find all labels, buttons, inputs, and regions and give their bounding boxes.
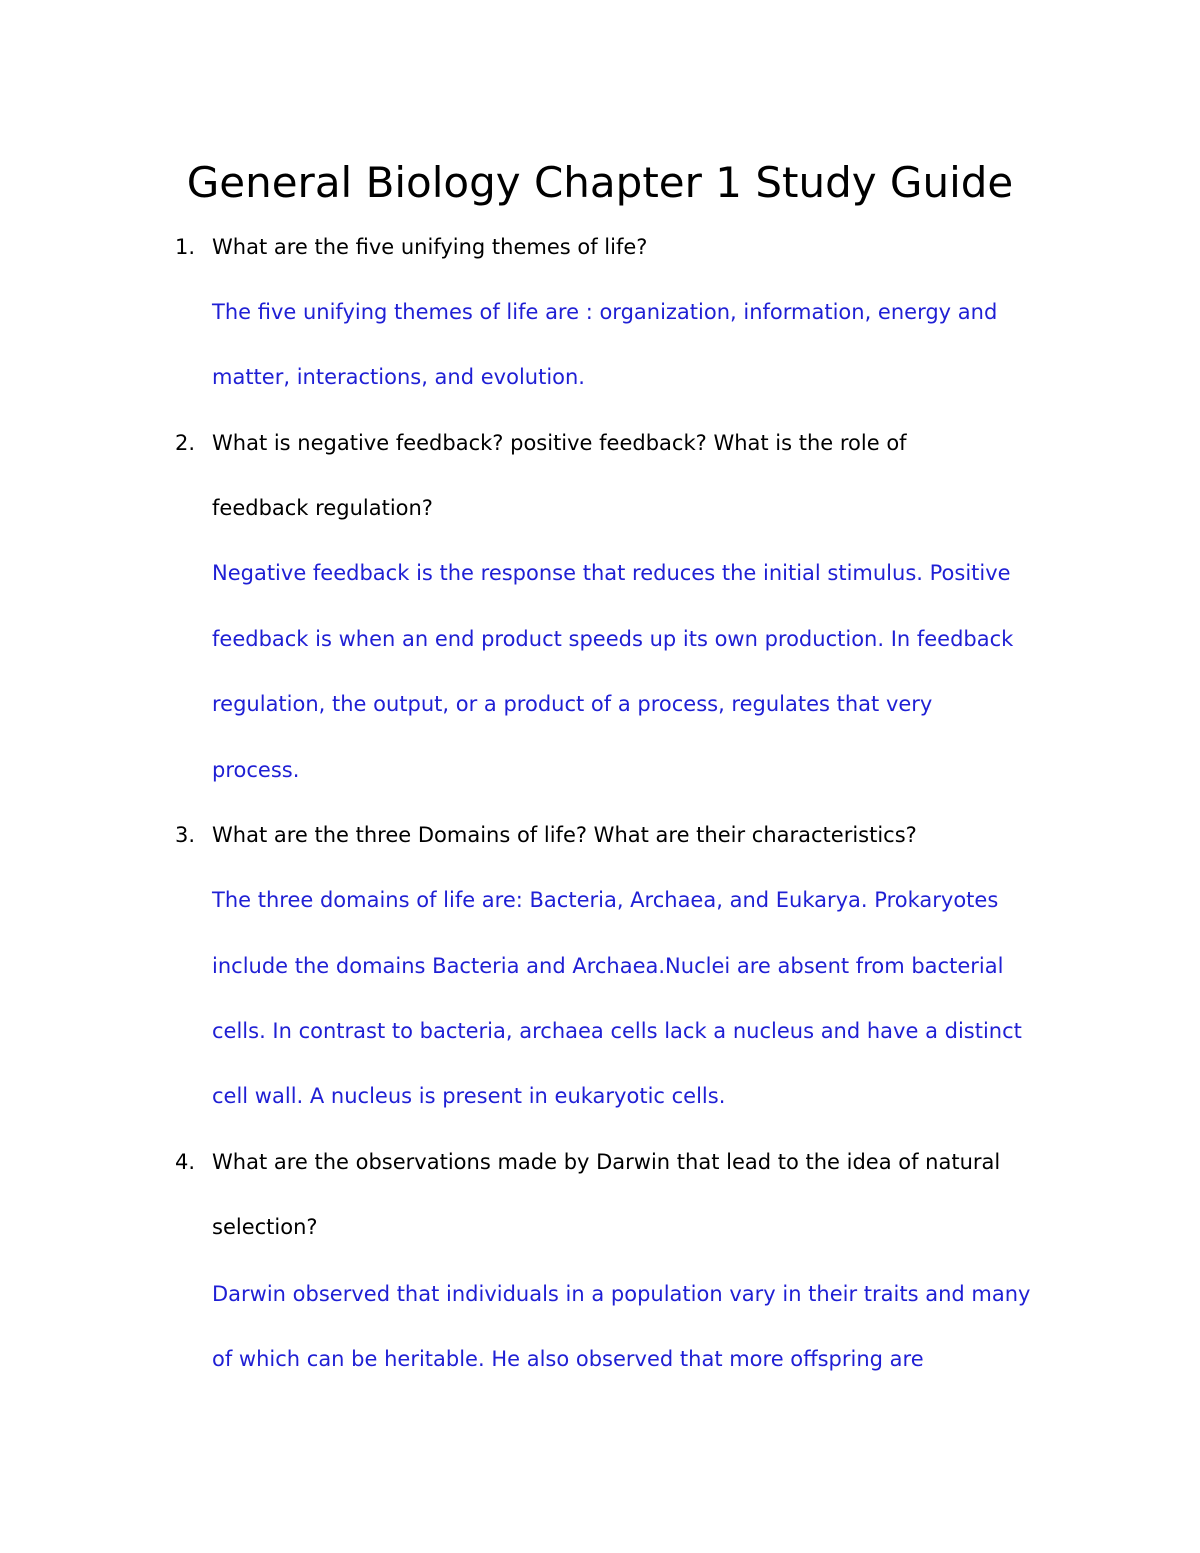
item-number: 4. — [175, 1150, 196, 1174]
item-number: 2. — [175, 431, 196, 455]
answer-line: Negative feedback is the response that reduces the initial stimulus. Positive — [212, 561, 1011, 585]
question-line: feedback regulation? — [212, 496, 433, 520]
answer-line: include the domains Bacteria and Archaea.Nuclei are absent from bacterial — [212, 954, 1004, 978]
question-line: selection? — [212, 1215, 318, 1239]
answer-line: The five unifying themes of life are : organization, information, energy and — [212, 300, 998, 324]
answer-line: cells. In contrast to bacteria, archaea cells lack a nucleus and have a distinct — [212, 1019, 1022, 1043]
answer-line: The three domains of life are: Bacteria, Archaea, and Eukarya. Prokaryotes — [212, 888, 999, 912]
answer-line: process. — [212, 758, 300, 782]
answer-line: Darwin observed that individuals in a population vary in their traits and many — [212, 1282, 1031, 1306]
question-line: What are the three Domains of life? What are their characteristics? — [212, 823, 917, 847]
item-number: 3. — [175, 823, 196, 847]
page-title: General Biology Chapter 1 Study Guide — [186, 158, 1014, 207]
question-line: What are the observations made by Darwin that lead to the idea of natural — [212, 1150, 1001, 1174]
item-number: 1. — [175, 235, 196, 259]
answer-line: matter, interactions, and evolution. — [212, 365, 585, 389]
answer-line: feedback is when an end product speeds up its own production. In feedback — [212, 627, 1014, 651]
question-line: What is negative feedback? positive feedback? What is the role of — [212, 431, 907, 455]
answer-line: cell wall. A nucleus is present in eukaryotic cells. — [212, 1084, 726, 1108]
answer-line: of which can be heritable. He also observed that more offspring are — [212, 1347, 924, 1371]
answer-line: regulation, the output, or a product of a process, regulates that very — [212, 692, 933, 716]
question-line: What are the five unifying themes of life? — [212, 235, 648, 259]
